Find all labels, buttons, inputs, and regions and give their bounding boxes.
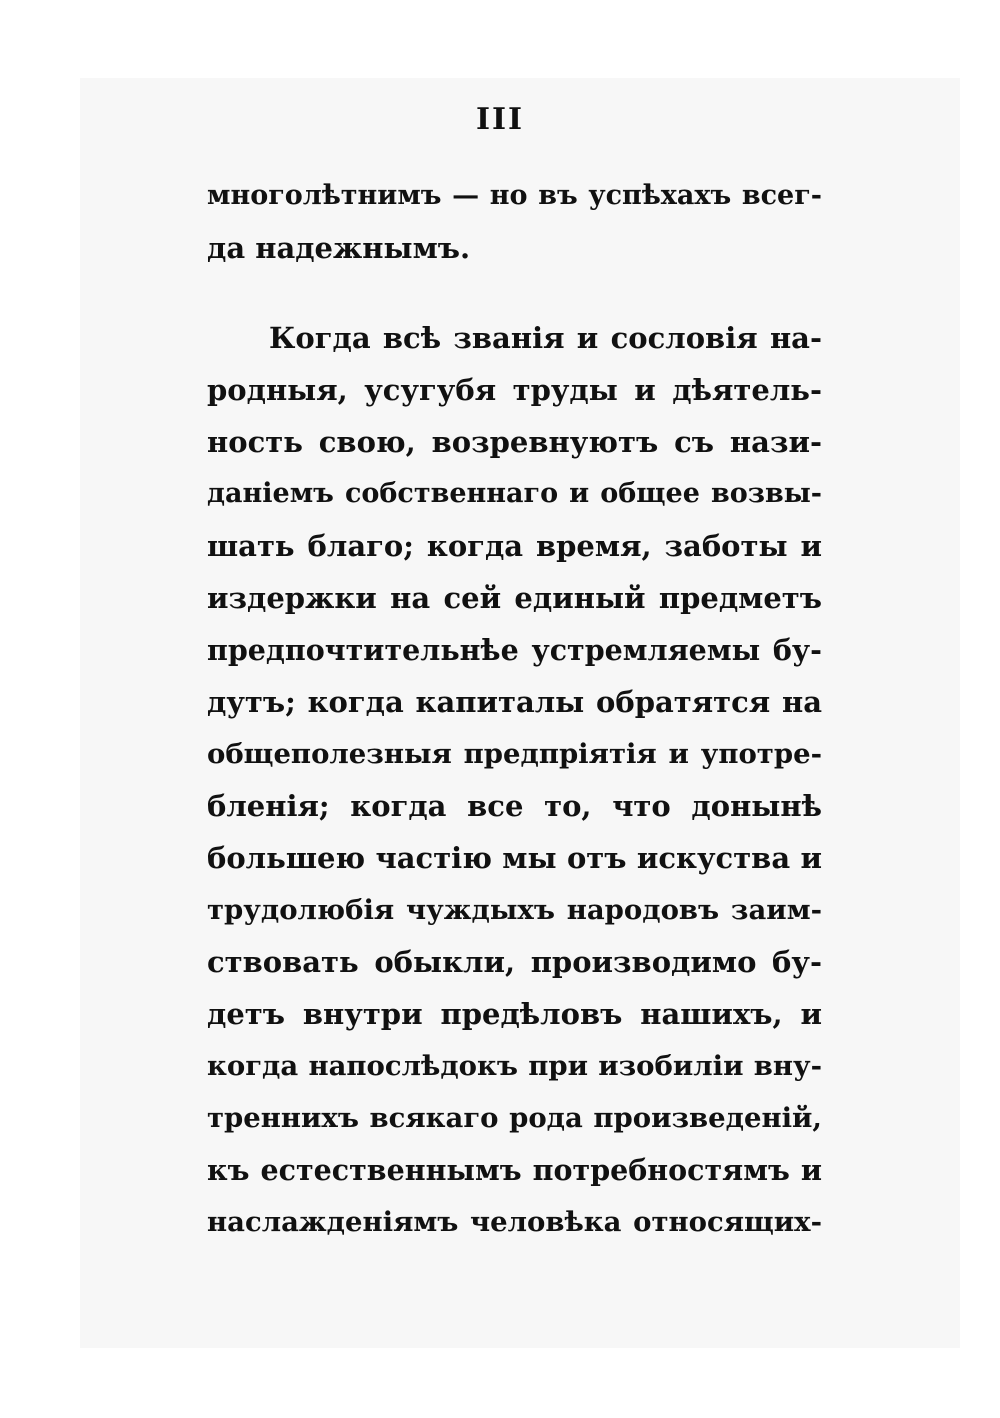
page-number: III <box>475 102 525 137</box>
text-line: дутъ; когда капиталы обратятся на <box>207 685 822 719</box>
text-line: трудолюбія чуждыхъ народовъ заим- <box>207 894 822 926</box>
text-line: да надежнымъ. <box>207 231 471 265</box>
text-line: бленія; когда все то, что донынѣ <box>207 789 822 823</box>
text-line: общеполезныя предпріятія и употре- <box>207 738 822 770</box>
text-line: даніемъ собственнаго и общее возвы- <box>207 478 822 509</box>
text-line: многолѣтнимъ — но въ успѣхахъ всег- <box>207 180 822 211</box>
text-line: родныя, усугубя труды и дѣятель- <box>207 373 822 407</box>
text-line: издержки на сей единый предметъ <box>207 581 822 615</box>
text-line: Когда всѣ званія и сословія на- <box>269 321 822 355</box>
text-line: ность свою, возревнуютъ съ нази- <box>207 425 822 459</box>
text-line: къ естественнымъ потребностямъ и <box>207 1153 822 1187</box>
text-line: детъ внутри предѣловъ нашихъ, и <box>207 997 822 1031</box>
text-line: предпочтительнѣе устремляемы бу- <box>207 633 822 667</box>
text-line: шать благо; когда время, заботы и <box>207 529 822 563</box>
text-line: когда напослѣдокъ при изобиліи вну- <box>207 1050 822 1082</box>
text-line: треннихъ всякаго рода произведеній, <box>207 1102 822 1134</box>
text-line: наслажденіямъ человѣка относящих- <box>207 1206 822 1238</box>
text-line: большею частію мы отъ искуства и <box>207 841 822 875</box>
text-line: ствовать обыкли, производимо бу- <box>207 945 822 979</box>
